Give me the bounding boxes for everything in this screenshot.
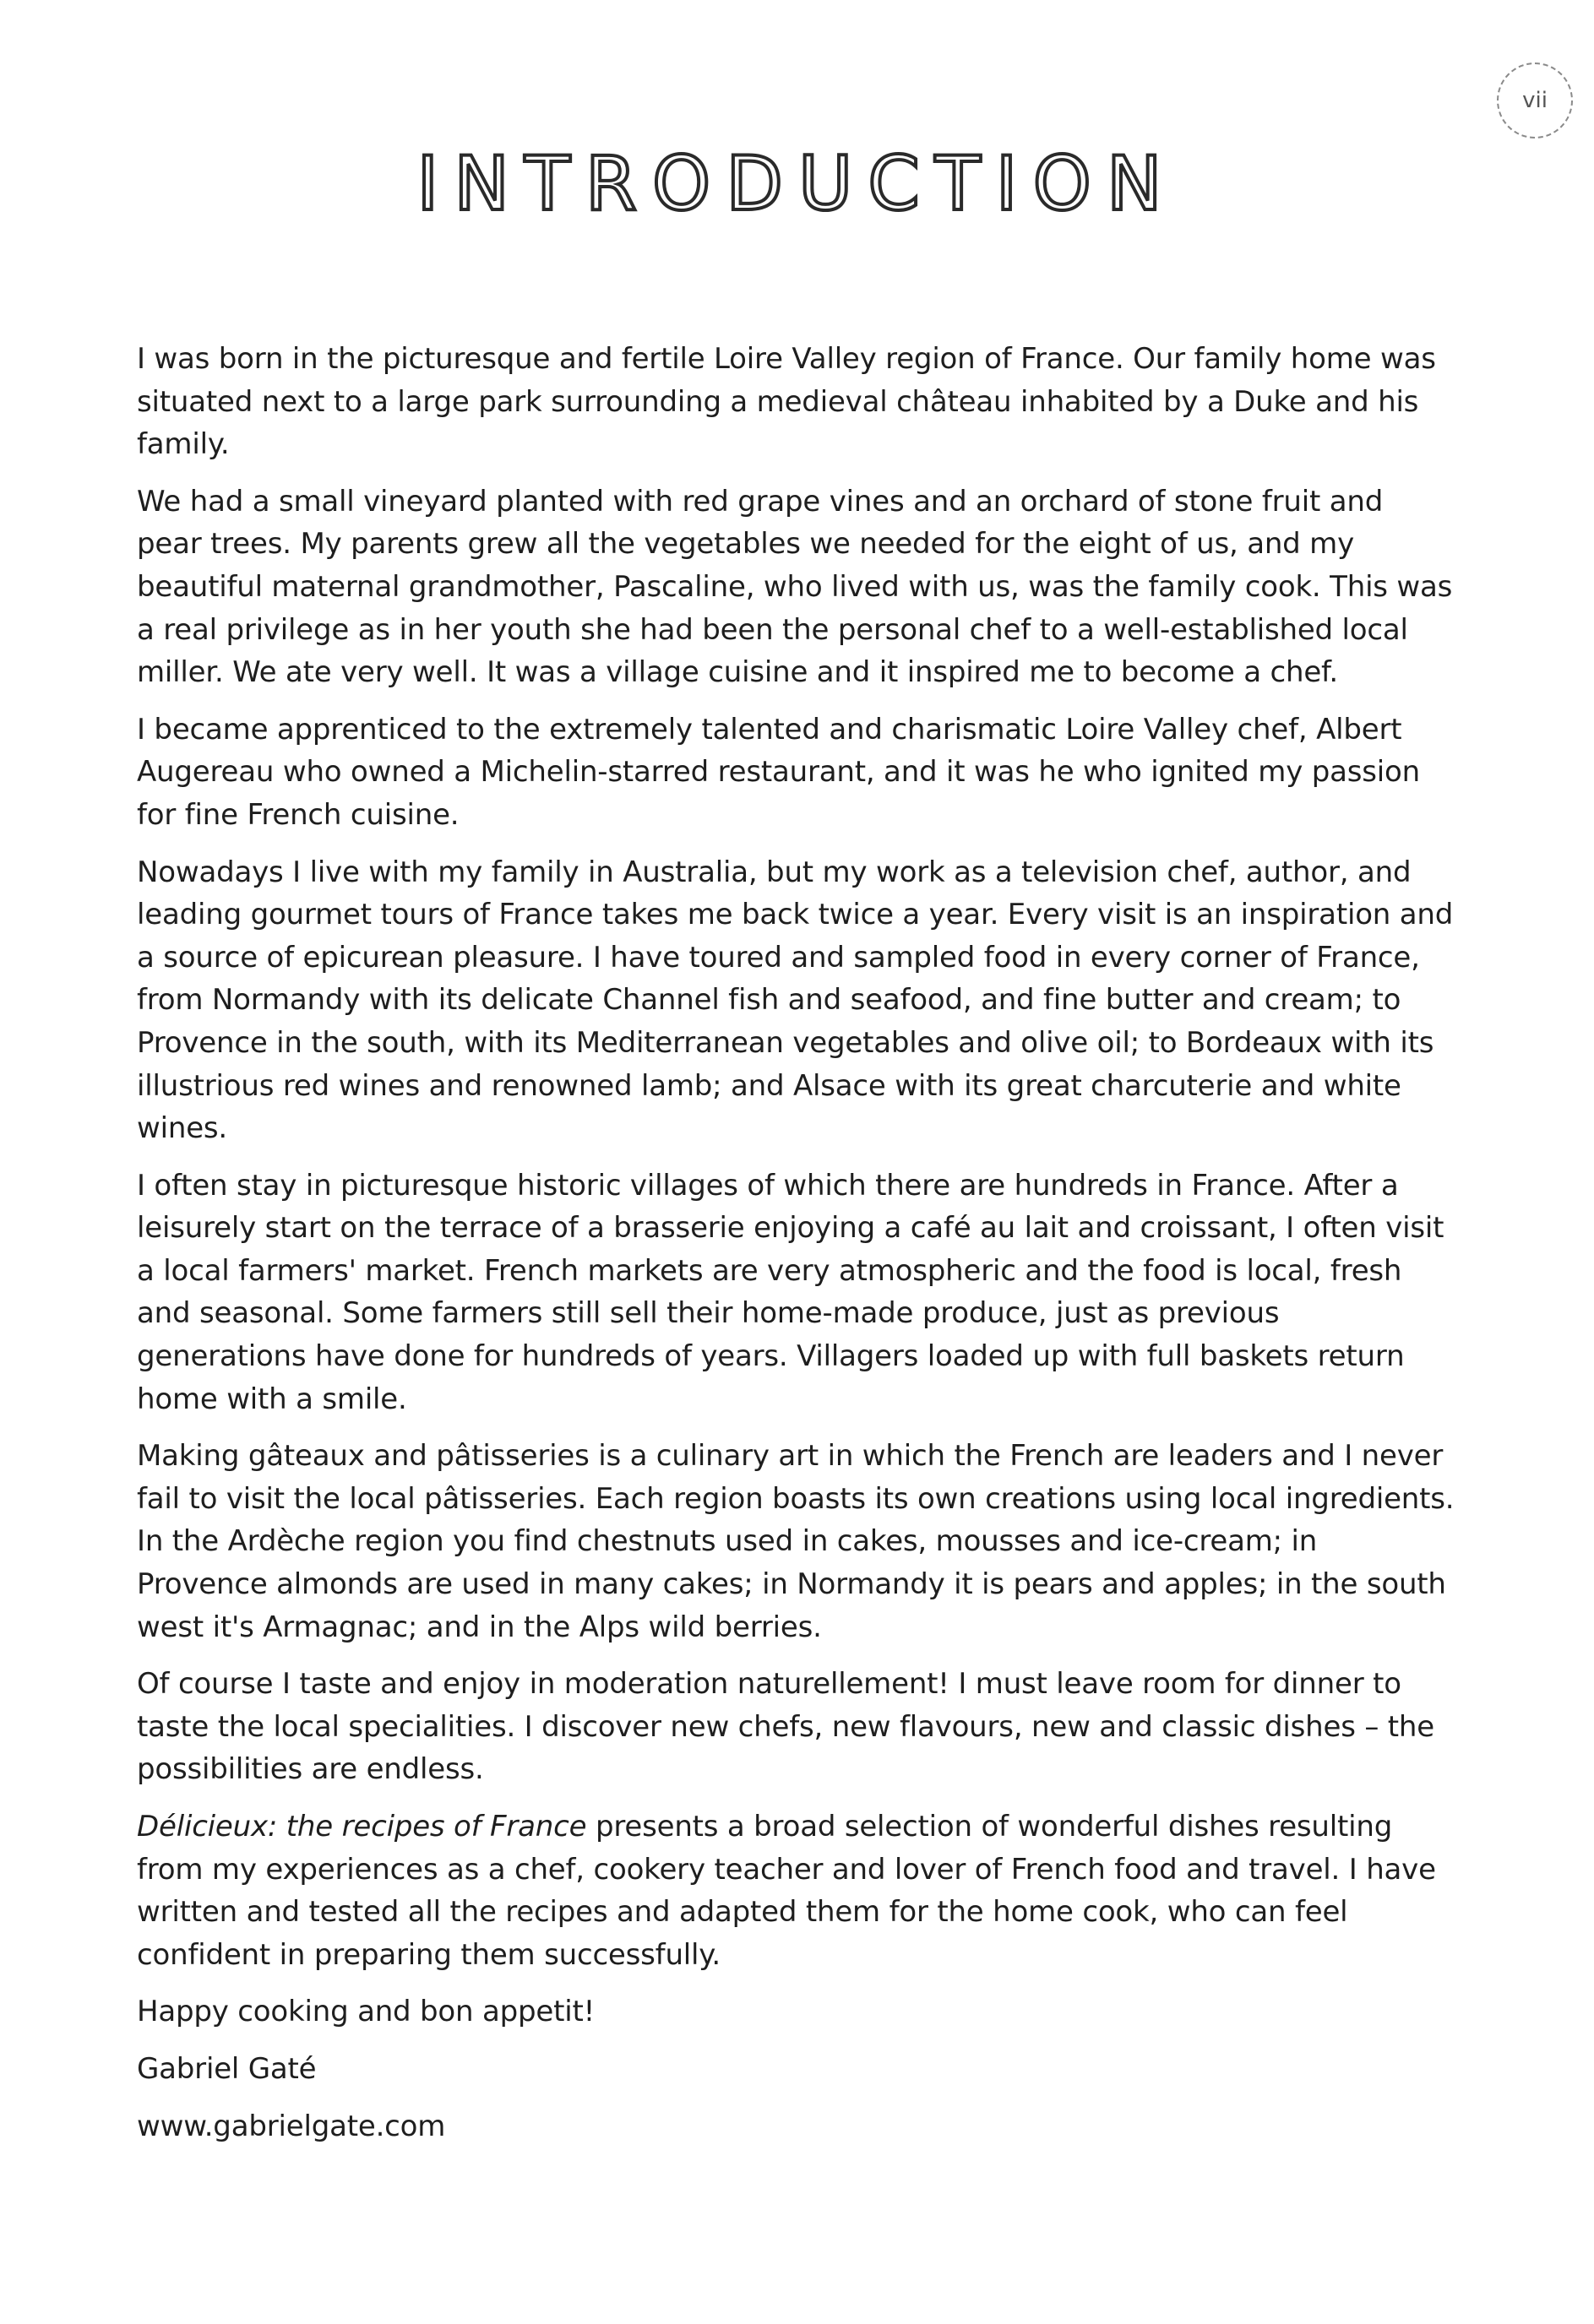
author-website[interactable]: www.gabrielgate.com <box>137 2109 446 2143</box>
paragraph-5: I often stay in picturesque historic villages of which there are hundreds in France. After a leisurely start on the terrace of a brasserie enjoying a café au lait and croissant, I often visit a local farmers' market. French markets are very atmospheric and the food is local, fresh and seasonal. Some farmers still sell their home-made produce, just as previous generations have done for hundreds of years. Villagers loaded up with full baskets return home with a smile. <box>137 1168 1444 1416</box>
paragraph-4: Nowadays I live with my family in Australia, but my work as a television chef, author, and leading gourmet tours of France takes me back twice a year. Every visit is an inspiration and a source of epicurean pleasure. I have toured and sampled food in every corner of France, from Normandy with its delicate Channel fish and seafood, and fine butter and cream; to Provence in the south, with its Mediterranean vegetables and olive oil; to Bordeaux with its illustrious red wines and renowned lamb; and Alsace with its great charcuterie and white wines. <box>137 855 1454 1146</box>
paragraph-book-intro <box>137 1805 1455 1976</box>
paragraph-6: Making gâteaux and pâtisseries is a culinary art in which the French are leaders and I never fail to visit the local pâtisseries. Each region boasts its own creations using local ingredients. In the Ardèche region you find chestnuts used in cakes, mousses and ice-cream; in Provence almonds are used in many cakes; in Normandy it is pears and apples; in the south west it's Armagnac; and in the Alps wild berries. <box>137 1439 1455 1644</box>
book-title: Délicieux: the recipes of France <box>137 1810 587 1843</box>
closing-line: Happy cooking and bon appetit! <box>137 1995 596 2029</box>
paragraph-1: I was born in the picturesque and fertile Loire Valley region of France. Our family home was situated next to a large park surrounding a medieval château inhabited by a Duke and his family. <box>137 342 1436 462</box>
page-title: INTRODUCTION <box>416 140 1178 227</box>
paragraph-3: I became apprenticed to the extremely talented and charismatic Loire Valley chef, Albert Augereau who owned a Michelin-starred restaurant, and it was he who ignited my passion for fine French cuisine. <box>137 712 1420 832</box>
page-number: vii <box>1497 62 1573 138</box>
introduction-body <box>137 338 1455 2162</box>
author-name: Gabriel Gaté <box>137 2051 317 2086</box>
paragraph-2: We had a small vineyard planted with red grape vines and an orchard of stone fruit and pear trees. My parents grew all the vegetables we needed for the eight of us, and my beautiful maternal grandmother, Pascaline, who lived with us, was the family cook. This was a real privilege as in her youth she had been the personal chef to a well-established local miller. We ate very well. It was a village cuisine and it inspired me to become a chef. <box>137 484 1453 690</box>
paragraph-7: Of course I taste and enjoy in moderation naturellement! I must leave room for dinner to taste the local specialities. I discover new chefs, new flavours, new and classic dishes – the possibilities are endless. <box>137 1667 1434 1787</box>
book-intro-text: presents a broad selection of wonderful dishes resulting from my experiences as a chef, cookery teacher and lover of French food and travel. I have written and tested all the recipes and adapted them for the home cook, who can feel confident in preparing them successfully. <box>137 1810 1436 1972</box>
